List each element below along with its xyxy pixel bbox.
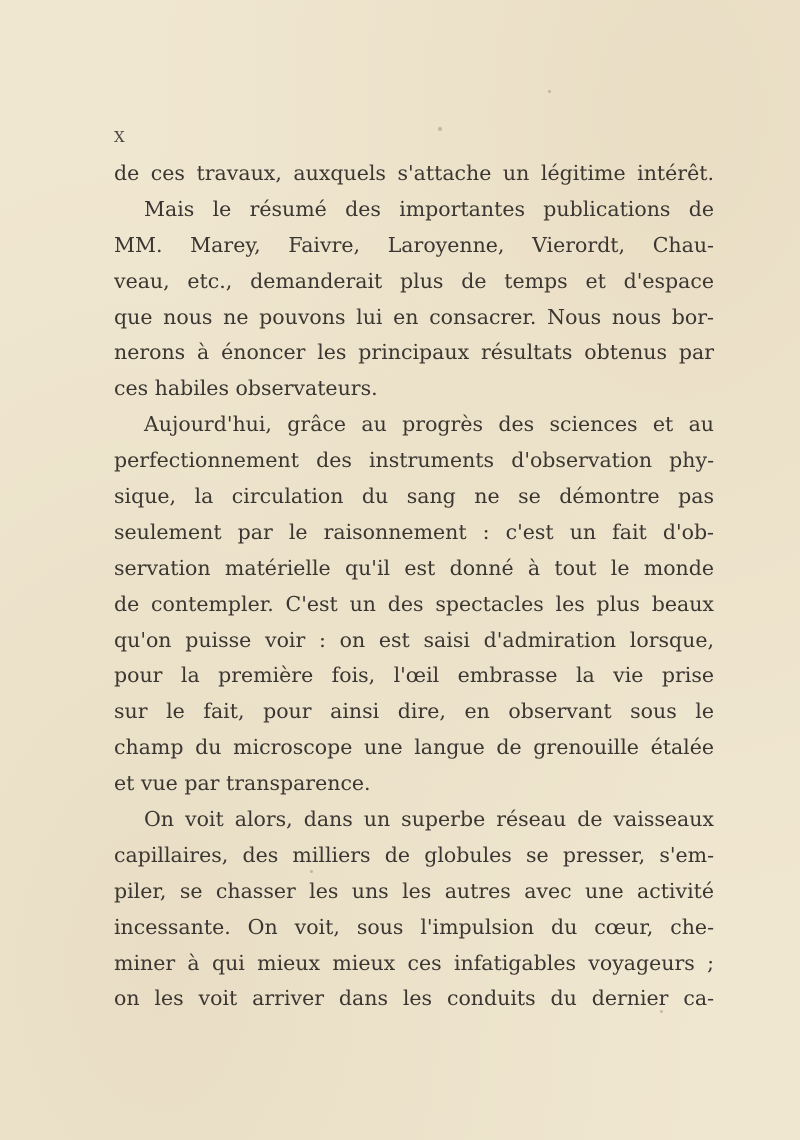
text-line: champ du microscope une langue de grenouille étalée	[114, 735, 714, 760]
text-line: MM. Marey, Faivre, Laroyenne, Vierordt, Chau-	[114, 232, 714, 257]
paper-speck	[438, 127, 442, 131]
text-line: ces habiles observateurs.	[114, 376, 378, 401]
text-line: nerons à énoncer les principaux résultats obtenus par	[114, 340, 714, 365]
text-line: on les voit arriver dans les conduits du dernier ca-	[114, 986, 714, 1011]
text-line: On voit alors, dans un superbe réseau de vaisseaux	[144, 807, 714, 832]
text-line: Mais le résumé des importantes publications de	[144, 196, 714, 221]
text-line: piler, se chasser les uns les autres avec une activité	[114, 878, 714, 903]
text-line: Aujourd'hui, grâce au progrès des sciences et au	[144, 412, 714, 437]
text-line: et vue par transparence.	[114, 771, 371, 796]
text-line: veau, etc., demanderait plus de temps et d'espace	[114, 268, 714, 293]
text-line: pour la première fois, l'œil embrasse la vie prise	[114, 663, 714, 688]
text-line: de ces travaux, auxquels s'attache un légitime intérêt.	[114, 161, 714, 185]
text-line: qu'on puisse voir : on est saisi d'admiration lorsque,	[114, 627, 714, 652]
text-line: seulement par le raisonnement : c'est un fait d'ob-	[114, 519, 714, 544]
text-line: de contempler. C'est un des spectacles les plus beaux	[114, 591, 714, 616]
paper-speck	[548, 90, 551, 93]
text-line: miner à qui mieux mieux ces infatigables voyageurs ;	[114, 950, 714, 975]
text-line: sique, la circulation du sang ne se démontre pas	[114, 484, 714, 509]
text-line: capillaires, des milliers de globules se presser, s'em-	[114, 842, 714, 867]
text-line: incessante. On voit, sous l'impulsion du cœur, che-	[114, 914, 714, 939]
text-line: sur le fait, pour ainsi dire, en observant sous le	[114, 699, 714, 724]
page-folio: X	[114, 128, 126, 146]
text-line: perfectionnement des instruments d'observation phy-	[114, 448, 714, 473]
text-line: servation matérielle qu'il est donné à tout le monde	[114, 555, 714, 580]
body-text	[114, 156, 714, 1017]
text-line: que nous ne pouvons lui en consacrer. Nous nous bor-	[114, 304, 714, 329]
